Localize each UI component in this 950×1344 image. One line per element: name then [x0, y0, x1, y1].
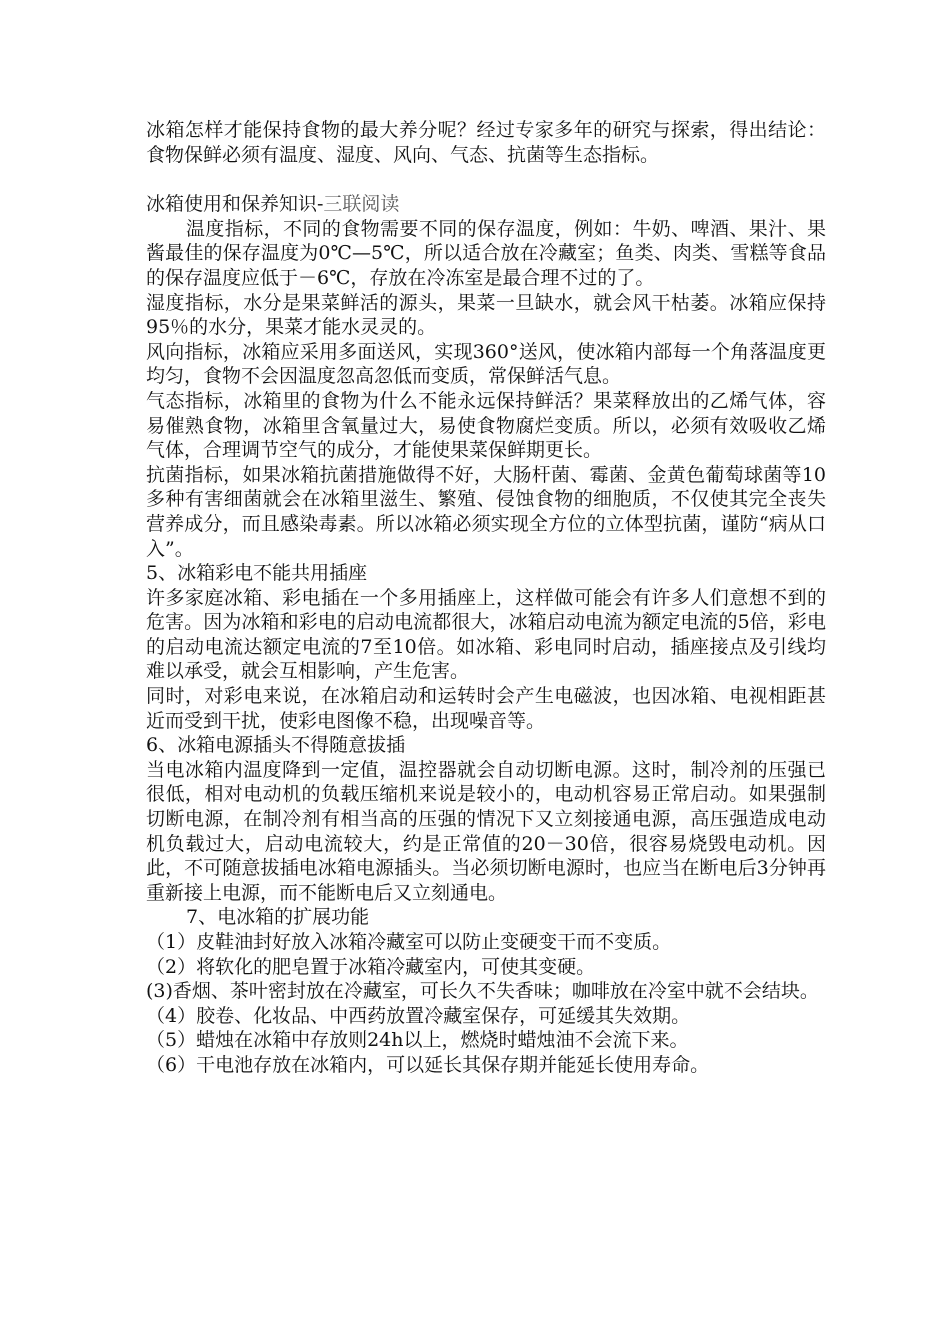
- section5-paragraph-1: 许多家庭冰箱、彩电插在一个多用插座上，这样做可能会有许多人们意想不到的危害。因为冰箱和彩电的启动电流都很大，冰箱启动电流为额定电流的5倍，彩电的启动电流达额定电流的7至10倍。如冰箱、彩电同时启动，插座接点及引线均难以承受，就会互相影响，产生危害。: [146, 586, 826, 683]
- source-link[interactable]: 三联阅读: [323, 193, 400, 216]
- section7-heading: 7、电冰箱的扩展功能: [186, 906, 370, 929]
- section5-heading: 5、冰箱彩电不能共用插座: [146, 562, 368, 585]
- document-body: [146, 118, 826, 1078]
- wind-paragraph: 风向指标，冰箱应采用多面送风，实现360°送风，使冰箱内部每一个角落温度更均匀，食物不会因温度忽高忽低而变质，常保鲜活气息。: [146, 340, 826, 388]
- section6-heading: 6、冰箱电源插头不得随意拔插: [146, 734, 406, 757]
- antibacterial-paragraph: 抗菌指标，如果冰箱抗菌措施做得不好，大肠杆菌、霉菌、金黄色葡萄球菌等10多种有害细菌就会在冰箱里滋生、繁殖、侵蚀食物的细胞质，不仅使其完全丧失营养成分，而且感染毒素。所以冰箱必须实现全方位的立体型抗菌，谨防“病从口入”。: [146, 463, 826, 560]
- humidity-paragraph: 湿度指标，水分是果菜鲜活的源头，果菜一旦缺水，就会风干枯萎。冰箱应保持95％的水分，果菜才能水灵灵的。: [146, 291, 826, 339]
- gas-paragraph: 气态指标，冰箱里的食物为什么不能永远保持鲜活？果菜释放出的乙烯气体，容易催熟食物，冰箱里含氧量过大，易使食物腐烂变质。所以，必须有效吸收乙烯气体，合理调节空气的成分，才能使果菜保鲜期更长。: [146, 389, 826, 462]
- paragraph-gap: [146, 167, 826, 192]
- section5-paragraph-2: 同时，对彩电来说，在冰箱启动和运转时会产生电磁波，也因冰箱、电视相距甚近而受到干扰，使彩电图像不稳，出现噪音等。: [146, 685, 826, 732]
- intro-paragraph: 冰箱怎样才能保持食物的最大养分呢？经过专家多年的研究与探索，得出结论：食物保鲜必须有温度、湿度、风向、气态、抗菌等生态指标。: [146, 119, 826, 166]
- section7-item: (3)香烟、茶叶密封放在冷藏室，可长久不失香味；咖啡放在冷室中就不会结块。: [146, 980, 819, 1003]
- temperature-paragraph: 温度指标，不同的食物需要不同的保存温度，例如：牛奶、啤酒、果汁、果酱最佳的保存温度为0℃—5℃，所以适合放在冷藏室；鱼类、肉类、雪糕等食品的保存温度应低于－6℃，存放在冷冻室是最合理不过的了。: [146, 217, 826, 289]
- section6-paragraph-1: 当电冰箱内温度降到一定值，温控器就会自动切断电源。这时，制冷剂的压强已很低，相对电动机的负载压缩机来说是较小的，电动机容易正常启动。如果强制切断电源，在制冷剂有相当高的压强的情况下又立刻接通电源，高压强造成电动机负载过大，启动电流较大，约是正常值的20－30倍，很容易烧毁电动机。因此，不可随意拔插电冰箱电源插头。当必须切断电源时，也应当在断电后3分钟再重新接上电源，而不能断电后又立刻通电。: [146, 758, 826, 904]
- source-title: 冰箱使用和保养知识-: [146, 193, 324, 216]
- section7-item: （2）将软化的肥皂置于冰箱冷藏室内，可使其变硬。: [146, 955, 596, 978]
- section7-item: （1）皮鞋油封好放入冰箱冷藏室可以防止变硬变干而不变质。: [146, 931, 672, 953]
- section7-item: （5）蜡烛在冰箱中存放则24h以上，燃烧时蜡烛油不会流下来。: [146, 1029, 689, 1052]
- section7-item: （6）干电池存放在冰箱内，可以延长其保存期并能延长使用寿命。: [146, 1053, 710, 1076]
- section7-item: （4）胶卷、化妆品、中西药放置冷藏室保存，可延缓其失效期。: [146, 1004, 691, 1027]
- source-line: [146, 192, 826, 217]
